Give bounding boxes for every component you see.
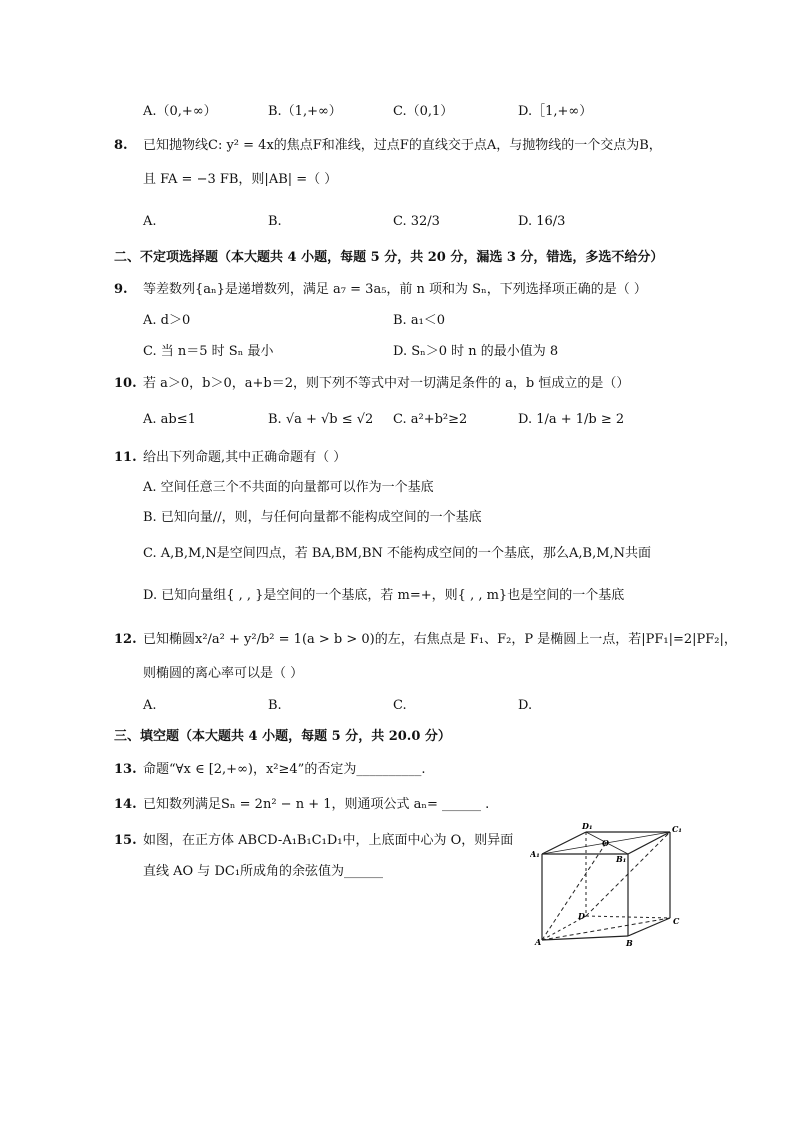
section-heading-fill-blank: 三、填空题（本大题共 4 小题，每题 5 分，共 20.0 分） (114, 729, 451, 744)
q8-option-a: A. (143, 214, 157, 229)
q8-text-line1: 已知抛物线C: y² = 4x的焦点F和准线，过点F的直线交于点A，与抛物线的一个交点为B， (143, 138, 662, 153)
q7-option-a: A.（0,+∞） (143, 104, 217, 119)
q14-text: 已知数列满足Sₙ = 2n² − n + 1，则通项公式 aₙ= ______ . (143, 797, 490, 812)
label-d: D (578, 911, 585, 921)
q8-option-c: C. 32/3 (393, 214, 440, 229)
q12-text-line1: 已知椭圆x²/a² + y²/b² = 1(a > b > 0)的左，右焦点是 F₁、F₂，P 是椭圆上一点，若|PF₁|=2|PF₂|， (143, 632, 737, 647)
q15-number: 15. (114, 833, 137, 848)
q11-option-a: A. 空间任意三个不共面的向量都可以作为一个基底 (143, 480, 434, 495)
q14-number: 14. (114, 797, 137, 812)
q12-text-line2: 则椭圆的离心率可以是（ ） (143, 666, 304, 681)
q9-option-d: D. Sₙ＞0 时 n 的最小值为 8 (393, 344, 559, 359)
q11-number: 11. (114, 450, 137, 465)
q12-option-c: C. (393, 698, 407, 713)
q12-option-d: D. (518, 698, 533, 713)
cube-diagram (530, 822, 690, 952)
q11-option-d: D. 已知向量组{ , , }是空间的一个基底，若 m=+，则{ , , m}也是空间的一个基底 (143, 588, 625, 603)
q10-text: 若 a＞0，b＞0，a+b＝2，则下列不等式中对一切满足条件的 a，b 恒成立的是（） (143, 376, 630, 391)
q10-option-a: A. ab≤1 (143, 412, 196, 427)
q8-text-line2: 且 FA = −3 FB，则|AB| =（ ） (143, 172, 338, 187)
section-heading-multiple-choice: 二、不定项选择题（本大题共 4 小题，每题 5 分，共 20 分，漏选 3 分，错选，多选不给分） (114, 250, 664, 265)
q13-number: 13. (114, 762, 137, 777)
label-a: A (535, 937, 542, 947)
q7-option-b: B.（1,+∞） (268, 104, 342, 119)
q11-text: 给出下列命题,其中正确命题有（ ） (143, 450, 347, 465)
q12-option-a: A. (143, 698, 157, 713)
q12-option-b: B. (268, 698, 282, 713)
q8-number: 8. (114, 138, 128, 153)
q12-number: 12. (114, 632, 137, 647)
label-c1: C₁ (672, 824, 682, 834)
q10-option-b: B. √a + √b ≤ √2 (268, 412, 374, 427)
label-b: B (626, 938, 633, 948)
q7-option-d: D.［1,+∞） (518, 104, 593, 119)
q11-option-c: C. A,B,M,N是空间四点，若 BA,BM,BN 不能构成空间的一个基底，那么A,B,M,N共面 (143, 546, 652, 561)
label-b1: B₁ (616, 854, 627, 864)
label-a1: A₁ (530, 849, 540, 859)
q7-option-c: C.（0,1） (393, 104, 454, 119)
q15-text-line1: 如图，在正方体 ABCD-A₁B₁C₁D₁中，上底面中心为 O，则异面 (143, 833, 514, 848)
q8-option-d: D. 16/3 (518, 214, 566, 229)
q13-text: 命题“∀x ∈ [2,+∞)，x²≥4”的否定为__________. (143, 762, 426, 777)
label-c: C (673, 916, 680, 926)
q10-option-d: D. 1/a + 1/b ≥ 2 (518, 412, 625, 427)
q8-option-b: B. (268, 214, 282, 229)
q9-option-b: B. a₁＜0 (393, 313, 446, 328)
label-d1: D₁ (582, 822, 593, 831)
q15-text-line2: 直线 AO 与 DC₁所成角的余弦值为______ (143, 864, 384, 879)
q10-option-c: C. a²+b²≥2 (393, 412, 468, 427)
q9-number: 9. (114, 282, 128, 297)
q11-option-b: B. 已知向量//，则，与任何向量都不能构成空间的一个基底 (143, 510, 482, 525)
label-o: O (602, 838, 609, 848)
q9-option-a: A. d＞0 (143, 313, 191, 328)
q9-option-c: C. 当 n＝5 时 Sₙ 最小 (143, 344, 274, 359)
q10-number: 10. (114, 376, 137, 391)
q9-text: 等差数列{aₙ}是递增数列，满足 a₇ = 3a₅，前 n 项和为 Sₙ，下列选择项正确的是（ ） (143, 282, 647, 297)
